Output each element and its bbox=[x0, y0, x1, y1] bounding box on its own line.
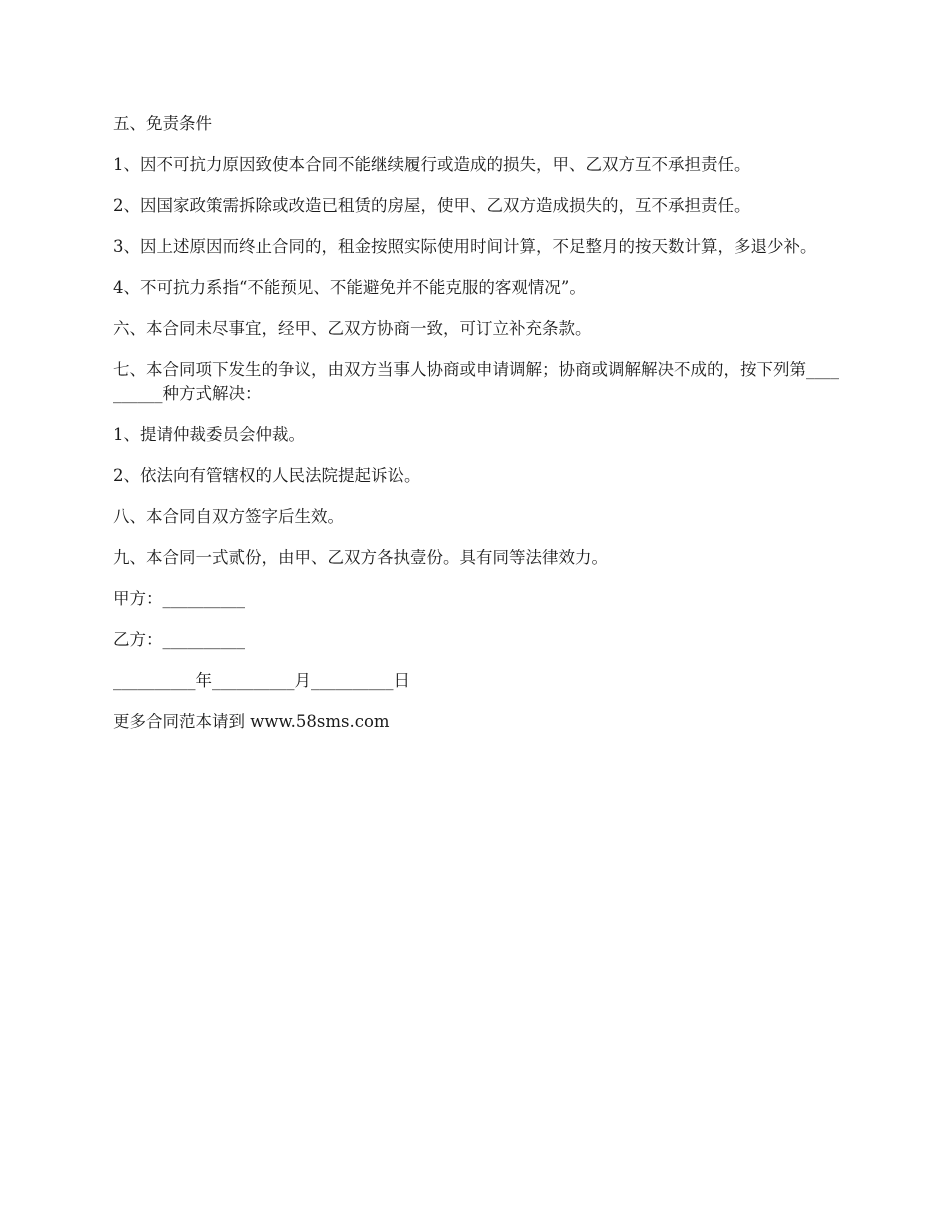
section-heading-exemption: 五、免责条件 bbox=[113, 114, 212, 133]
section-supplementary-terms: 六、本合同未尽事宜，经甲、乙双方协商一致，可订立补充条款。 bbox=[113, 319, 592, 338]
signature-party-b: 乙方：__________ bbox=[113, 630, 245, 649]
clause-force-majeure: 1、因不可抗力原因致使本合同不能继续履行或造成的损失，甲、乙双方互不承担责任。 bbox=[113, 155, 751, 174]
document-body bbox=[113, 112, 843, 751]
footer-more-templates: 更多合同范本请到 www.58sms.com bbox=[113, 712, 390, 731]
option-arbitration: 1、提请仲裁委员会仲裁。 bbox=[113, 425, 305, 444]
signature-party-a: 甲方：__________ bbox=[113, 589, 245, 608]
section-effectiveness: 八、本合同自双方签字后生效。 bbox=[113, 507, 344, 526]
clause-rent-settlement: 3、因上述原因而终止合同的，租金按照实际使用时间计算，不足整月的按天数计算，多退少补。 bbox=[113, 237, 817, 256]
option-litigation: 2、依法向有管辖权的人民法院提起诉讼。 bbox=[113, 466, 421, 485]
section-copies: 九、本合同一式贰份，由甲、乙双方各执壹份。具有同等法律效力。 bbox=[113, 548, 608, 567]
section-dispute-resolution: 七、本合同项下发生的争议，由双方当事人协商或申请调解；协商或调解解决不成的，按下列第__________种方式解决： bbox=[113, 360, 839, 403]
signature-date: __________年__________月__________日 bbox=[113, 671, 410, 690]
clause-force-majeure-definition: 4、不可抗力系指“不能预见、不能避免并不能克服的客观情况”。 bbox=[113, 278, 586, 297]
clause-policy-demolition: 2、因国家政策需拆除或改造已租赁的房屋，使甲、乙双方造成损失的，互不承担责任。 bbox=[113, 196, 751, 215]
